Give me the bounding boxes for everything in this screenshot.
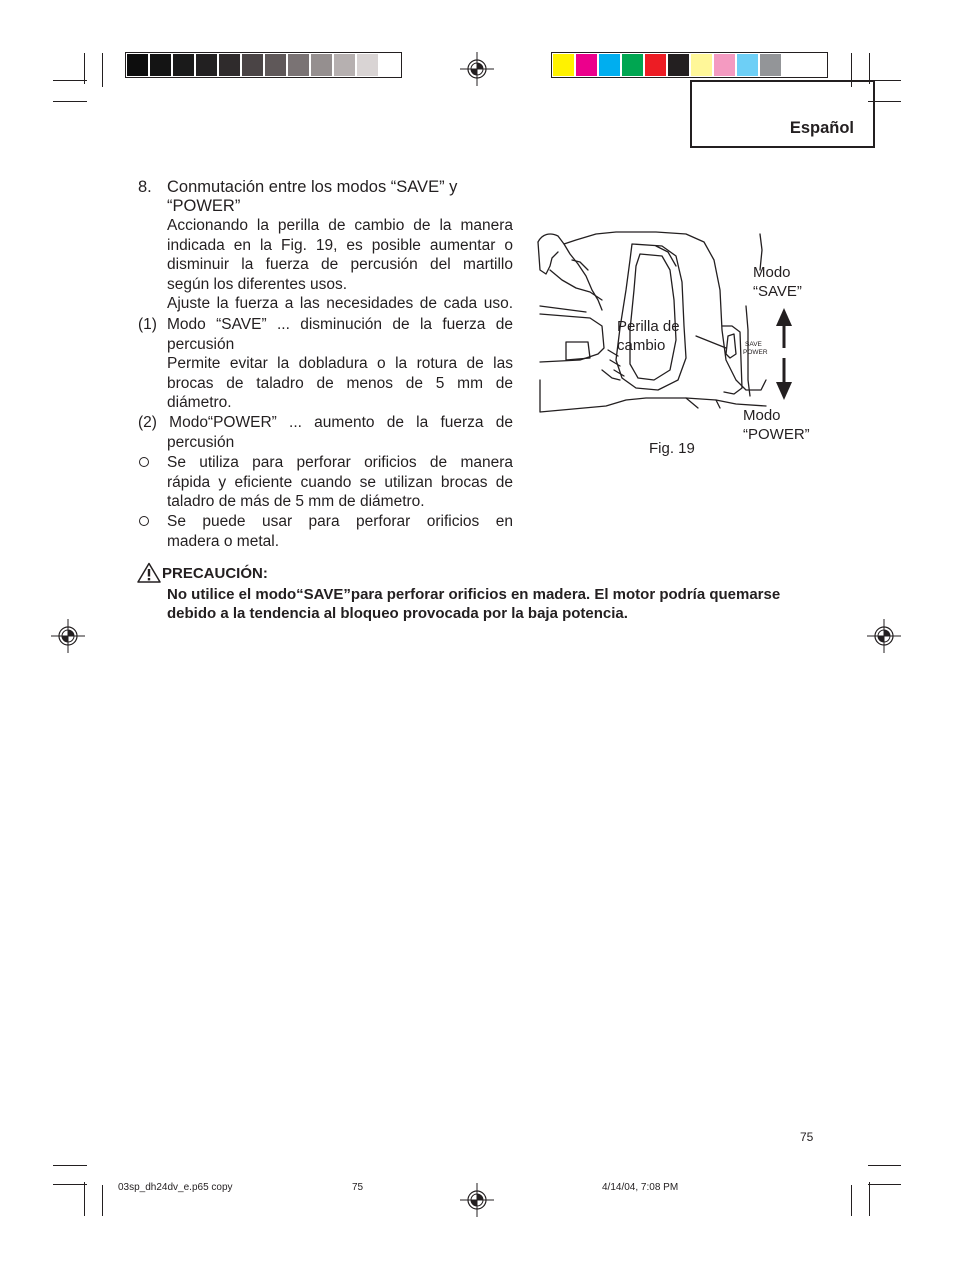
crop-mark (868, 1184, 901, 1185)
bullet1-block (167, 453, 513, 512)
text-line: cambio (617, 337, 666, 354)
registration-mark-left (51, 619, 85, 653)
text-line: Modo (753, 264, 791, 281)
text-line: diámetro. (167, 394, 232, 412)
color-swatch (219, 54, 240, 76)
section-title-line2: “POWER” (167, 197, 241, 215)
mode-arrows (776, 308, 792, 400)
section-number: 8. (138, 178, 152, 196)
crop-mark (851, 1185, 852, 1216)
color-swatch (714, 54, 735, 76)
crop-mark (53, 101, 87, 102)
text-line: Permite evitar la dobladura o la rotura de las (167, 355, 513, 373)
text-line: disminuir la fuerza de percusión del martillo (167, 256, 513, 274)
text-line: Modo (743, 407, 781, 424)
intro-paragraph (167, 216, 513, 314)
color-swatch (150, 54, 171, 76)
color-swatch (691, 54, 712, 76)
color-swatch (311, 54, 332, 76)
footer-sheet-number: 75 (352, 1182, 364, 1193)
color-swatch (668, 54, 689, 76)
crop-mark (869, 1182, 870, 1216)
registration-mark-right (867, 619, 901, 653)
switch-label-save: SAVE (745, 341, 762, 348)
color-swatch (265, 54, 286, 76)
text-line: madera o metal. (167, 532, 279, 550)
crop-mark (53, 1184, 87, 1185)
color-swatch (645, 54, 666, 76)
text-line: taladro de más de 5 mm de diámetro. (167, 493, 425, 511)
color-swatch (357, 54, 378, 76)
item1-number: (1) (138, 316, 157, 333)
color-swatch (553, 54, 574, 76)
crop-mark (868, 1165, 901, 1166)
caution-line2: debido a la tendencia al bloqueo provocada por la baja potencia. (167, 605, 628, 622)
switch-label-power: POWER (743, 349, 768, 356)
fig-label-switch-knob (617, 317, 680, 355)
text-line: según los diferentes usos. (167, 275, 348, 293)
text-line: Perilla de (617, 318, 680, 335)
color-swatch (622, 54, 643, 76)
fig-label-power-mode (743, 406, 810, 444)
registration-mark-bottom (460, 1183, 494, 1217)
color-swatch (576, 54, 597, 76)
footer-filename: 03sp_dh24dv_e.p65 copy (118, 1182, 233, 1193)
color-swatch (127, 54, 148, 76)
fig-label-save-mode (753, 263, 802, 301)
color-swatch (334, 54, 355, 76)
text-line: “POWER” (743, 426, 810, 443)
gray-color-bar (125, 52, 402, 78)
text-line: percusión (167, 335, 235, 353)
item2-line1: (2) Modo“POWER” ... aumento de la fuerza de (138, 414, 513, 431)
text-line: brocas de taladro de menos de 5 mm de (167, 374, 513, 392)
bullet2-block (167, 512, 513, 551)
text-line: Se puede usar para perforar orificios en (167, 513, 513, 530)
color-swatch (760, 54, 781, 76)
color-swatch (599, 54, 620, 76)
text-line: indicada en la Fig. 19, es posible aumentar o (167, 236, 513, 254)
crop-mark (102, 1185, 103, 1216)
crop-mark (53, 1165, 87, 1166)
caution-line1: No utilice el modo“SAVE”para perforar orificios en madera. El motor podría quemarse (167, 586, 781, 603)
caution-title: PRECAUCIÓN: (162, 565, 268, 582)
text-line: “SAVE” (753, 283, 802, 300)
language-label: Español (789, 119, 854, 137)
color-swatch (242, 54, 263, 76)
text-line: Accionando la perilla de cambio de la manera (167, 217, 513, 234)
page-number: 75 (800, 1130, 814, 1144)
crop-mark (53, 80, 87, 81)
item1-block (167, 315, 513, 413)
crop-mark (84, 1182, 85, 1216)
section-title-line1: Conmutación entre los modos “SAVE” y (167, 178, 458, 196)
color-swatch (737, 54, 758, 76)
color-swatch (288, 54, 309, 76)
text-line: Modo “SAVE” ... disminución de la fuerza de (167, 316, 513, 333)
item2-line2: percusión (167, 434, 235, 451)
figure-caption: Fig. 19 (649, 440, 695, 457)
text-line: Ajuste la fuerza a las necesidades de cada uso. (167, 295, 513, 313)
text-line: rápida y eficiente cuando se utilizan brocas de (167, 473, 513, 491)
crop-mark (102, 53, 103, 87)
footer-datetime: 4/14/04, 7:08 PM (602, 1182, 679, 1193)
bullet-circle-icon (139, 516, 149, 526)
color-swatch (380, 54, 401, 76)
crop-mark (84, 53, 85, 84)
process-color-bar (551, 52, 828, 78)
color-swatch (196, 54, 217, 76)
text-line: Se utiliza para perforar orificios de manera (167, 454, 513, 471)
registration-mark-top (460, 52, 494, 86)
warning-triangle-icon (137, 562, 161, 583)
color-swatch (173, 54, 194, 76)
bullet-circle-icon (139, 457, 149, 467)
